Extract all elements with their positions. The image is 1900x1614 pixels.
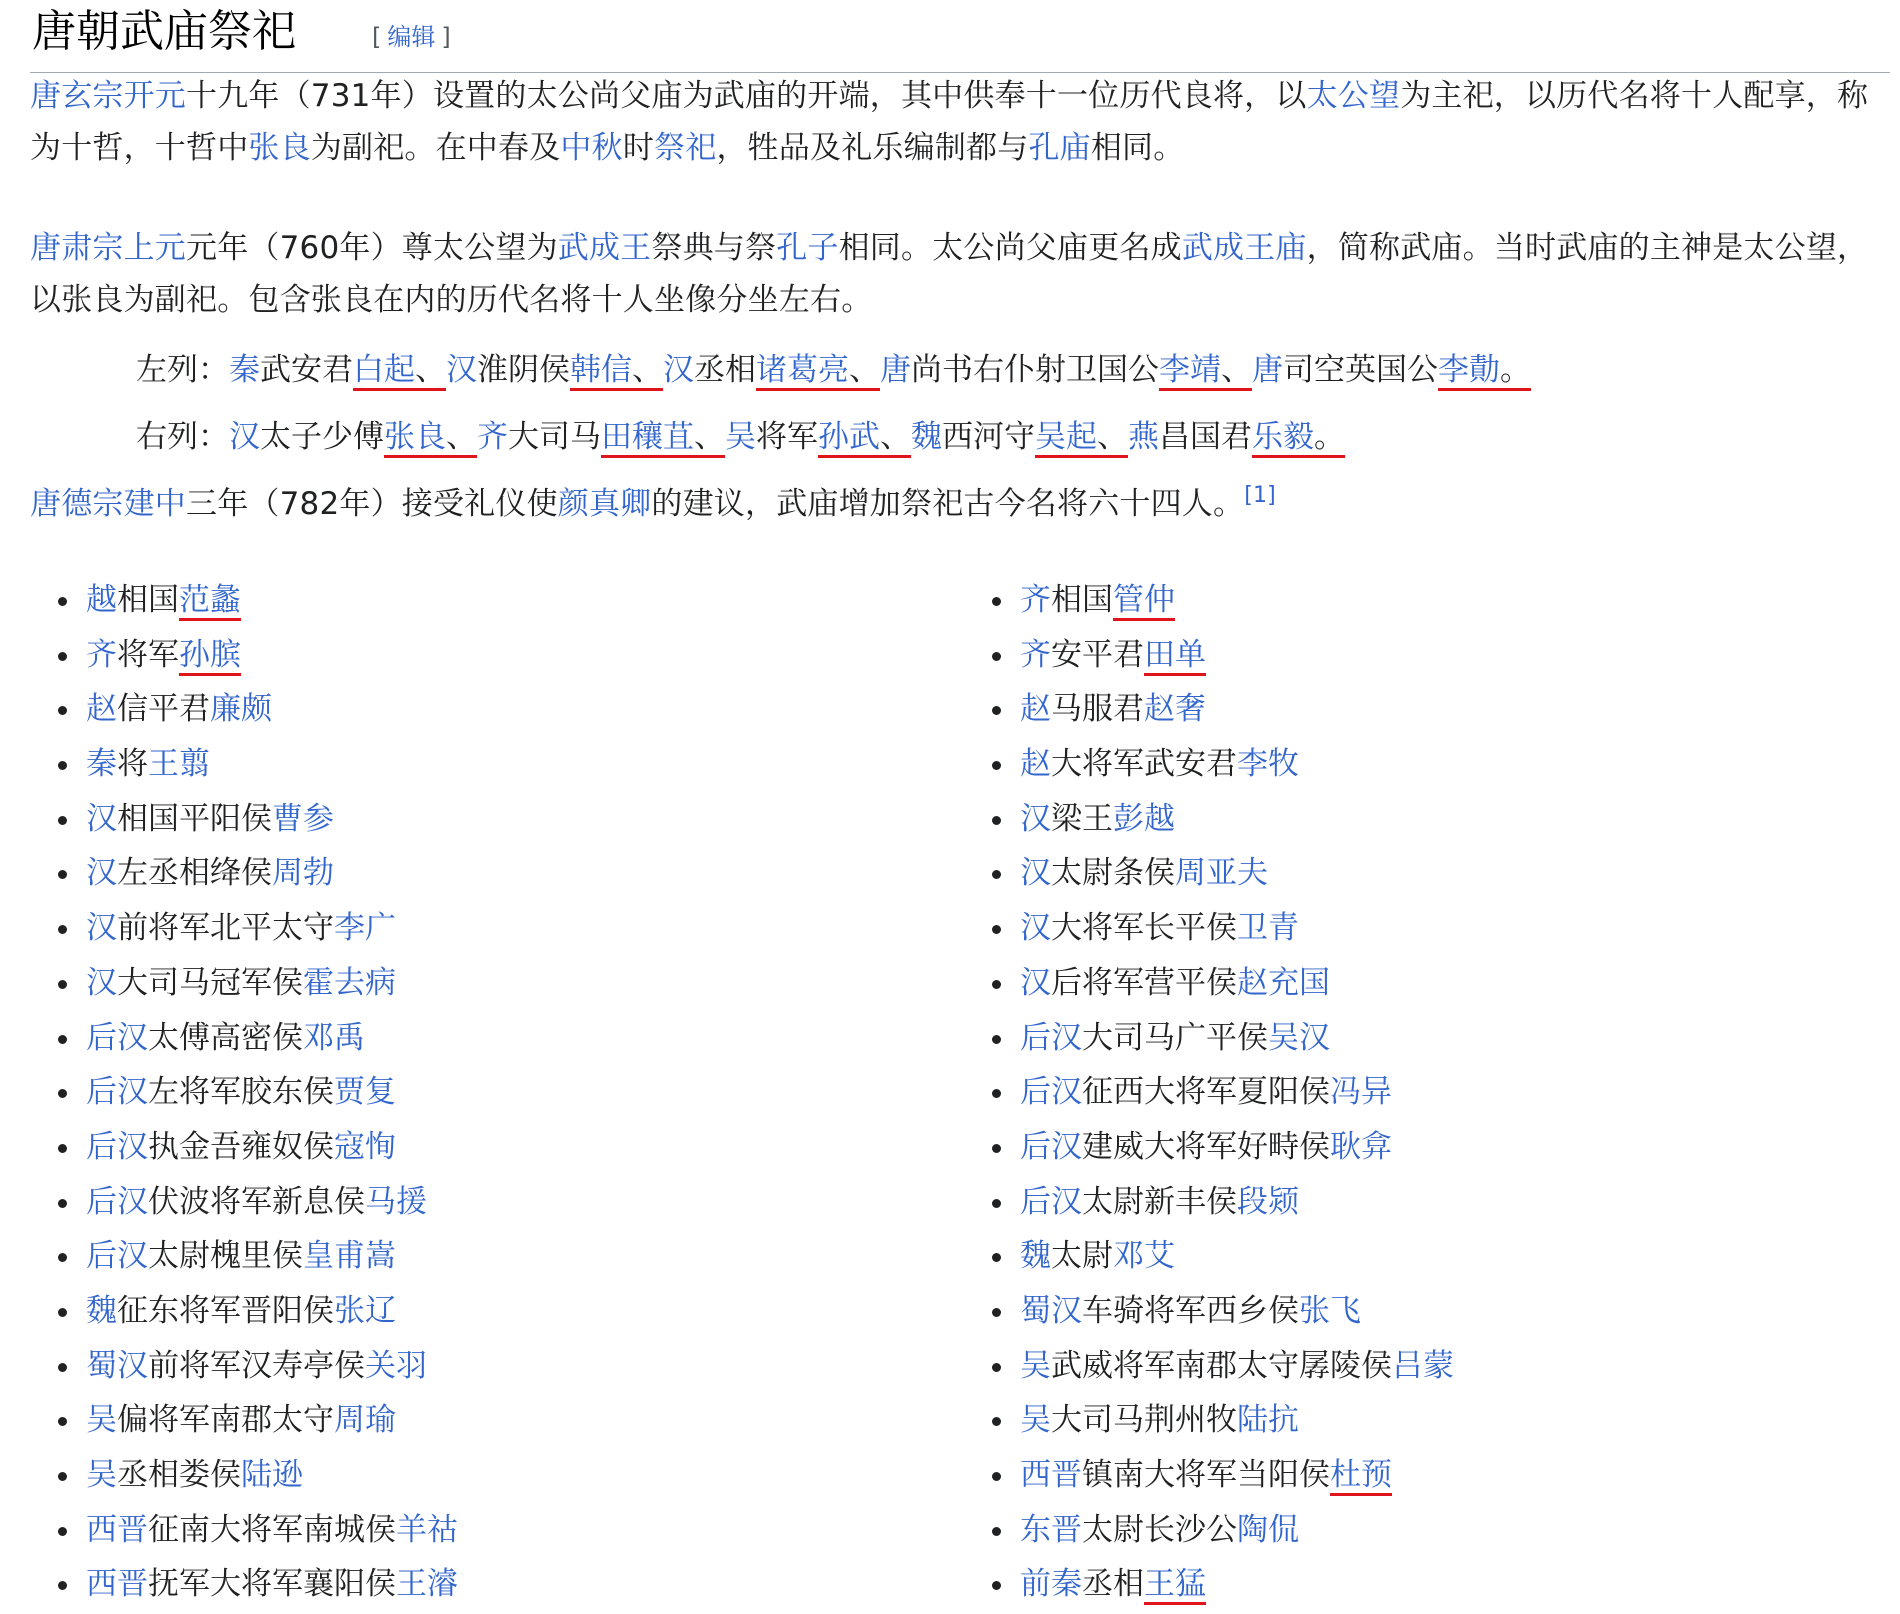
link-state[interactable]: 吴: [86, 1457, 117, 1493]
text: 为主祀，以历代名将十人配享，称为十哲，十哲中: [30, 78, 1869, 166]
bullet-icon: [58, 1253, 67, 1262]
text: 元年（760年）尊太公望为: [186, 230, 558, 266]
link-general[interactable]: 王翦: [148, 746, 210, 783]
list-item: [30, 1448, 930, 1503]
list-item: [964, 1120, 1864, 1175]
text: 祭典与祭: [651, 230, 777, 266]
link-general[interactable]: 曹参: [272, 800, 334, 837]
bullet-icon: [58, 980, 67, 989]
list-item: [30, 1339, 930, 1394]
link-state[interactable]: 汉: [1020, 855, 1051, 892]
link-general[interactable]: 陆逊: [241, 1457, 303, 1493]
row-label: 右列：: [136, 419, 229, 455]
general-title: 大司马荆州牧: [1051, 1402, 1237, 1439]
link-state[interactable]: 汉: [86, 800, 117, 837]
separator: 、: [415, 352, 446, 388]
text: 时: [622, 130, 655, 166]
separator: 。: [1500, 352, 1531, 388]
bullet-icon: [58, 1308, 67, 1317]
general-title: 镇南大将军当阳侯: [1082, 1457, 1330, 1493]
link-state[interactable]: 魏: [86, 1292, 117, 1329]
link-tang-suzong-shangyuan[interactable]: 唐肃宗上元: [30, 230, 186, 266]
link-general[interactable]: 诸葛亮: [756, 352, 849, 388]
link-general[interactable]: 范蠡: [179, 582, 241, 618]
text: 西河守: [942, 419, 1035, 455]
link-general[interactable]: 杜预: [1330, 1457, 1392, 1493]
link-state[interactable]: 唐: [880, 352, 911, 388]
bullet-icon: [992, 1253, 1001, 1262]
link-state[interactable]: 齐: [477, 419, 508, 455]
general-title: 建威大将军好畤侯: [1082, 1128, 1330, 1165]
list-item: [964, 956, 1864, 1011]
general-title: 车骑将军西乡侯: [1082, 1292, 1299, 1329]
link-general[interactable]: 卫青: [1237, 910, 1299, 947]
link-state[interactable]: 后汉: [1020, 1128, 1082, 1165]
link-state[interactable]: 汉: [229, 419, 260, 455]
link-state[interactable]: 吴: [1020, 1402, 1051, 1439]
general-title: 相国: [117, 582, 179, 618]
bullet-icon: [992, 1581, 1001, 1590]
link-state[interactable]: 齐: [86, 636, 117, 673]
bullet-icon: [992, 1035, 1001, 1044]
general-title: 太傅高密侯: [148, 1019, 303, 1056]
list-item: [30, 1393, 930, 1448]
link-jisi[interactable]: 祭祀: [654, 130, 717, 166]
right-row: [136, 411, 1345, 463]
list-item: [30, 573, 930, 628]
general-title: 前将军北平太守: [117, 910, 334, 947]
text: 大司马: [508, 419, 601, 455]
text: ，牲品及礼乐编制都与: [716, 130, 1029, 166]
link-general[interactable]: 孙膑: [179, 636, 241, 673]
list-item: [30, 1175, 930, 1230]
link-state[interactable]: 魏: [1020, 1238, 1051, 1275]
link-general[interactable]: 耿弇: [1330, 1128, 1392, 1165]
list-item: [964, 1175, 1864, 1230]
list-item: [30, 1120, 930, 1175]
list-item: [964, 1557, 1864, 1612]
general-title: 相国: [1051, 582, 1113, 618]
text: 太子少傅: [260, 419, 384, 455]
list-item: [30, 1065, 930, 1120]
link-state[interactable]: 后汉: [86, 1183, 148, 1220]
text: 淮阴侯: [477, 352, 570, 388]
separator: 、: [880, 419, 911, 455]
text: 司空英国公: [1283, 352, 1438, 388]
bullet-icon: [992, 1527, 1001, 1536]
edit-link[interactable]: 编辑: [387, 23, 436, 51]
link-state[interactable]: 汉: [86, 964, 117, 1001]
link-kongzi[interactable]: 孔子: [776, 230, 839, 266]
link-general[interactable]: 李靖: [1159, 352, 1221, 388]
paragraph-kaiyuan: [30, 70, 1880, 174]
link-state[interactable]: 吴: [1020, 1347, 1051, 1384]
general-title: 马服君: [1051, 691, 1144, 728]
bullet-icon: [58, 1089, 67, 1098]
link-general[interactable]: 张辽: [334, 1292, 396, 1329]
link-general[interactable]: 孙武: [818, 419, 880, 455]
link-general[interactable]: 贾复: [334, 1074, 396, 1111]
link-general[interactable]: 李牧: [1237, 746, 1299, 783]
list-item: [30, 1503, 930, 1558]
link-state[interactable]: 赵: [1020, 746, 1051, 783]
bullet-icon: [58, 1417, 67, 1426]
separator: 、: [849, 352, 880, 388]
general-title: 太尉条侯: [1051, 855, 1175, 892]
bullet-icon: [58, 816, 67, 825]
link-yanzhenqing[interactable]: 颜真卿: [557, 486, 652, 522]
link-state[interactable]: 西晋: [86, 1511, 148, 1548]
link-state[interactable]: 汉: [1020, 910, 1051, 947]
link-general[interactable]: 羊祜: [396, 1511, 458, 1548]
link-zhangliang[interactable]: 张良: [248, 130, 311, 166]
general-title: 丞相: [1082, 1566, 1144, 1603]
bullet-icon: [992, 1417, 1001, 1426]
bullet-icon: [58, 597, 67, 606]
general-title: 征西大将军夏阳侯: [1082, 1074, 1330, 1111]
link-state[interactable]: 后汉: [86, 1074, 148, 1111]
section-title: 唐朝武庙祭祀: [32, 6, 296, 57]
general-list-right: [964, 573, 1864, 1612]
bullet-icon: [58, 870, 67, 879]
bullet-icon: [992, 1308, 1001, 1317]
general-title: 大将军武安君: [1051, 746, 1237, 783]
list-item: [30, 737, 930, 792]
general-title: 武威将军南郡太守孱陵侯: [1051, 1347, 1392, 1384]
link-general[interactable]: 田单: [1144, 636, 1206, 673]
link-taigongwang[interactable]: 太公望: [1306, 78, 1401, 114]
text: 的建议，武庙增加祭祀古今名将六十四人。: [651, 486, 1245, 522]
link-general[interactable]: 赵奢: [1144, 691, 1206, 728]
section-heading: [30, 0, 1890, 73]
edit-section: [372, 20, 451, 54]
link-state[interactable]: 吴: [86, 1402, 117, 1439]
bullet-icon: [58, 1144, 67, 1153]
general-list-left: [30, 573, 930, 1612]
list-item: [964, 682, 1864, 737]
link-tang-dezong-jianzhong[interactable]: 唐德宗建中: [30, 486, 186, 522]
text: ，简称武庙。当时武庙的主神是太公望，以张良为副祀。包含张良在内的历代名将十人坐像分坐左右。: [30, 230, 1869, 318]
link-general[interactable]: 李广: [334, 910, 396, 947]
link-state[interactable]: 汉: [86, 910, 117, 947]
list-item: [30, 1229, 930, 1284]
list-item: [964, 846, 1864, 901]
list-item: [964, 792, 1864, 847]
general-title: 梁王: [1051, 800, 1113, 837]
link-general[interactable]: 段颎: [1237, 1183, 1299, 1220]
list-item: [30, 682, 930, 737]
link-general[interactable]: 周亚夫: [1175, 855, 1268, 892]
general-title: 太尉槐里侯: [148, 1238, 303, 1275]
link-general[interactable]: 赵充国: [1237, 964, 1330, 1001]
link-wuchengwang-miao[interactable]: 武成王庙: [1181, 230, 1307, 266]
bullet-icon: [992, 870, 1001, 879]
general-title: 偏将军南郡太守: [117, 1402, 334, 1439]
edit-bracket-open: [: [372, 23, 382, 51]
general-title: 丞相娄侯: [117, 1457, 241, 1493]
link-state[interactable]: 前秦: [1020, 1566, 1082, 1603]
text: 丞相: [694, 352, 756, 388]
paragraph-jianzhong: [30, 478, 1880, 530]
link-general[interactable]: 吴起: [1035, 419, 1097, 455]
bullet-icon: [992, 1199, 1001, 1208]
link-general[interactable]: 王濬: [396, 1566, 458, 1603]
paragraph-shangyuan: [30, 222, 1880, 326]
link-state[interactable]: 魏: [911, 419, 942, 455]
general-title: 太尉长沙公: [1082, 1511, 1237, 1548]
link-general[interactable]: 李勣: [1438, 352, 1500, 388]
general-title: 执金吾雍奴侯: [148, 1128, 334, 1165]
link-state[interactable]: 后汉: [86, 1128, 148, 1165]
text: 相同。: [1090, 130, 1185, 166]
text: 武安君: [260, 352, 353, 388]
link-state[interactable]: 秦: [229, 352, 260, 388]
general-title: 安平君: [1051, 636, 1144, 673]
list-item: [964, 1393, 1864, 1448]
bullet-icon: [992, 1472, 1001, 1481]
link-tang-xuanzong-kaiyuan[interactable]: 唐玄宗开元: [30, 78, 186, 114]
link-state[interactable]: 秦: [86, 746, 117, 783]
general-title: 将: [117, 746, 148, 783]
bullet-icon: [992, 597, 1001, 606]
text: 十九年（731年）设置的太公尚父庙为武庙的开端，其中供奉十一位历代良将，以: [186, 78, 1307, 114]
bullet-icon: [992, 761, 1001, 770]
link-state[interactable]: 西晋: [1020, 1457, 1082, 1493]
link-general[interactable]: 张飞: [1299, 1292, 1361, 1329]
link-state[interactable]: 东晋: [1020, 1511, 1082, 1548]
list-item: [30, 628, 930, 683]
general-title: 左将军胶东侯: [148, 1074, 334, 1111]
row-label: 左列：: [136, 352, 229, 388]
general-title: 后将军营平侯: [1051, 964, 1237, 1001]
link-state[interactable]: 汉: [1020, 964, 1051, 1001]
bullet-icon: [58, 706, 67, 715]
link-general[interactable]: 彭越: [1113, 800, 1175, 837]
general-title: 相国平阳侯: [117, 800, 272, 837]
list-item: [30, 846, 930, 901]
bullet-icon: [992, 706, 1001, 715]
text: 昌国君: [1159, 419, 1252, 455]
list-item: [964, 737, 1864, 792]
link-state[interactable]: 齐: [1020, 636, 1051, 673]
list-item: [964, 1011, 1864, 1066]
link-general[interactable]: 邓禹: [303, 1019, 365, 1056]
link-general[interactable]: 陆抗: [1237, 1402, 1299, 1439]
list-item: [964, 1503, 1864, 1558]
general-title: 大司马冠军侯: [117, 964, 303, 1001]
link-state[interactable]: 齐: [1020, 582, 1051, 618]
left-row: [136, 344, 1531, 396]
link-general[interactable]: 田穰苴: [601, 419, 694, 455]
link-general[interactable]: 管仲: [1113, 582, 1175, 618]
link-state[interactable]: 吴: [725, 419, 756, 455]
list-item: [30, 1284, 930, 1339]
bullet-icon: [58, 652, 67, 661]
link-general[interactable]: 乐毅: [1252, 419, 1314, 455]
general-title: 征南大将军南城侯: [148, 1511, 396, 1548]
bullet-icon: [58, 1472, 67, 1481]
link-state[interactable]: 汉: [86, 855, 117, 892]
link-state[interactable]: 西晋: [86, 1566, 148, 1603]
link-state[interactable]: 汉: [663, 352, 694, 388]
text: 三年（782年）接受礼仪使: [186, 486, 558, 522]
link-general[interactable]: 皇甫嵩: [303, 1238, 396, 1275]
bullet-icon: [992, 816, 1001, 825]
link-state[interactable]: 汉: [1020, 800, 1051, 837]
reference-link[interactable]: [1]: [1244, 483, 1276, 508]
link-zhongqiu[interactable]: 中秋: [560, 130, 623, 166]
link-general[interactable]: 关羽: [365, 1347, 427, 1384]
separator: 、: [632, 352, 663, 388]
general-title: 信平君: [117, 691, 210, 728]
bullet-icon: [992, 1144, 1001, 1153]
list-item: [964, 1065, 1864, 1120]
link-general[interactable]: 吕蒙: [1392, 1347, 1454, 1384]
general-title: 征东将军晋阳侯: [117, 1292, 334, 1329]
bullet-icon: [58, 761, 67, 770]
link-state[interactable]: 后汉: [86, 1019, 148, 1056]
link-general[interactable]: 陶侃: [1237, 1511, 1299, 1548]
general-title: 大司马广平侯: [1082, 1019, 1268, 1056]
bullet-icon: [58, 1363, 67, 1372]
list-item: [964, 1448, 1864, 1503]
link-state[interactable]: 赵: [86, 691, 117, 728]
bullet-icon: [992, 1363, 1001, 1372]
list-item: [30, 956, 930, 1011]
general-title: 太尉: [1051, 1238, 1113, 1275]
general-title: 伏波将军新息侯: [148, 1183, 365, 1220]
bullet-icon: [58, 1581, 67, 1590]
link-wuchengwang[interactable]: 武成王: [557, 230, 652, 266]
text: 相同。太公尚父庙更名成: [838, 230, 1182, 266]
link-general[interactable]: 周勃: [272, 855, 334, 892]
list-item: [964, 1229, 1864, 1284]
list-item: [30, 1011, 930, 1066]
bullet-icon: [58, 925, 67, 934]
link-state[interactable]: 后汉: [86, 1238, 148, 1275]
link-general[interactable]: 廉颇: [210, 691, 272, 728]
link-general[interactable]: 寇恂: [334, 1128, 396, 1165]
text: 为副祀。在中春及: [310, 130, 561, 166]
separator: 、: [446, 419, 477, 455]
separator: 、: [1221, 352, 1252, 388]
link-kongmiao[interactable]: 孔庙: [1028, 130, 1091, 166]
list-item: [964, 628, 1864, 683]
list-item: [964, 573, 1864, 628]
link-state[interactable]: 汉: [446, 352, 477, 388]
list-item: [964, 901, 1864, 956]
link-state[interactable]: 唐: [1252, 352, 1283, 388]
general-title: 前将军汉寿亭侯: [148, 1347, 365, 1384]
text: 将军: [756, 419, 818, 455]
edit-bracket-close: ]: [441, 23, 451, 51]
list-item: [30, 792, 930, 847]
bullet-icon: [58, 1199, 67, 1208]
general-title: 太尉新丰侯: [1082, 1183, 1237, 1220]
link-state[interactable]: 蜀汉: [1020, 1292, 1082, 1329]
general-title: 左丞相绛侯: [117, 855, 272, 892]
list-item: [964, 1339, 1864, 1394]
general-title: 将军: [117, 636, 179, 673]
link-state[interactable]: 蜀汉: [86, 1347, 148, 1384]
link-state[interactable]: 后汉: [1020, 1019, 1082, 1056]
link-general[interactable]: 白起: [353, 352, 415, 388]
link-general[interactable]: 王猛: [1144, 1566, 1206, 1603]
link-general[interactable]: 周瑜: [334, 1402, 396, 1439]
link-general[interactable]: 邓艾: [1113, 1238, 1175, 1275]
link-general[interactable]: 张良: [384, 419, 446, 455]
bullet-icon: [992, 980, 1001, 989]
general-title: 大将军长平侯: [1051, 910, 1237, 947]
bullet-icon: [992, 652, 1001, 661]
general-title: 抚军大将军襄阳侯: [148, 1566, 396, 1603]
list-item: [964, 1284, 1864, 1339]
link-general[interactable]: 吴汉: [1268, 1019, 1330, 1056]
link-state[interactable]: 燕: [1128, 419, 1159, 455]
separator: 。: [1314, 419, 1345, 455]
bullet-icon: [992, 925, 1001, 934]
text: 尚书右仆射卫国公: [911, 352, 1159, 388]
link-general[interactable]: 霍去病: [303, 964, 396, 1001]
link-state[interactable]: 赵: [1020, 691, 1051, 728]
separator: 、: [694, 419, 725, 455]
link-general[interactable]: 韩信: [570, 352, 632, 388]
list-item: [30, 901, 930, 956]
bullet-icon: [58, 1035, 67, 1044]
link-general[interactable]: 冯异: [1330, 1074, 1392, 1111]
link-general[interactable]: 马援: [365, 1183, 427, 1220]
link-state[interactable]: 后汉: [1020, 1183, 1082, 1220]
link-state[interactable]: 后汉: [1020, 1074, 1082, 1111]
list-item: [30, 1557, 930, 1612]
bullet-icon: [58, 1527, 67, 1536]
separator: 、: [1097, 419, 1128, 455]
bullet-icon: [992, 1089, 1001, 1098]
link-state[interactable]: 越: [86, 582, 117, 618]
